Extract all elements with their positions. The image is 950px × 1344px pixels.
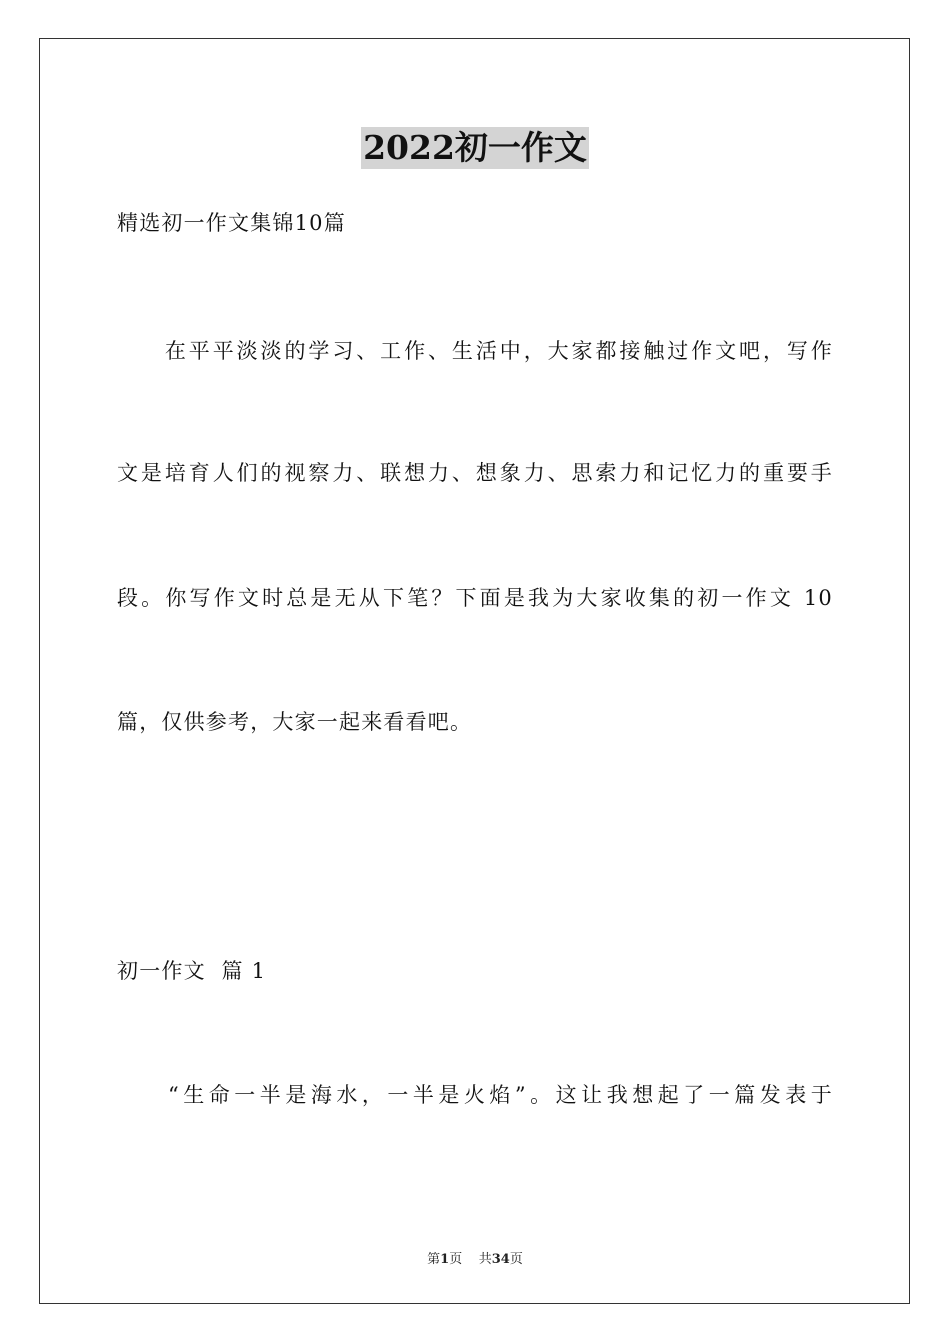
document-subtitle: 精选初一作文集锦10篇 — [117, 211, 346, 235]
footer-total-pages: 34 — [491, 1252, 510, 1267]
section-heading: 初一作文 篇 1 — [117, 959, 267, 983]
footer-total-prefix: 共 — [478, 1252, 492, 1267]
intro-line-2: 文是培育人们的视察力、联想力、想象力、思索力和记忆力的重要手 — [117, 461, 833, 485]
footer-page-number: 1 — [440, 1252, 450, 1267]
page-footer — [0, 1248, 950, 1267]
footer-page-suffix: 页 — [449, 1252, 463, 1267]
intro-line-1: 在平平淡淡的学习、工作、生活中，大家都接触过作文吧，写作 — [117, 339, 833, 363]
document-title: 2022初一作文 — [363, 128, 587, 167]
footer-page-prefix: 第 — [427, 1252, 441, 1267]
section-first-line: “生命一半是海水，一半是火焰”。这让我想起了一篇发表于 — [117, 1083, 833, 1107]
footer-total-suffix: 页 — [509, 1252, 523, 1267]
intro-line-3: 段。你写作文时总是无从下笔？下面是我为大家收集的初一作文 10 — [117, 586, 833, 610]
title-container — [0, 127, 950, 169]
intro-line-4: 篇，仅供参考，大家一起来看看吧。 — [117, 710, 473, 734]
